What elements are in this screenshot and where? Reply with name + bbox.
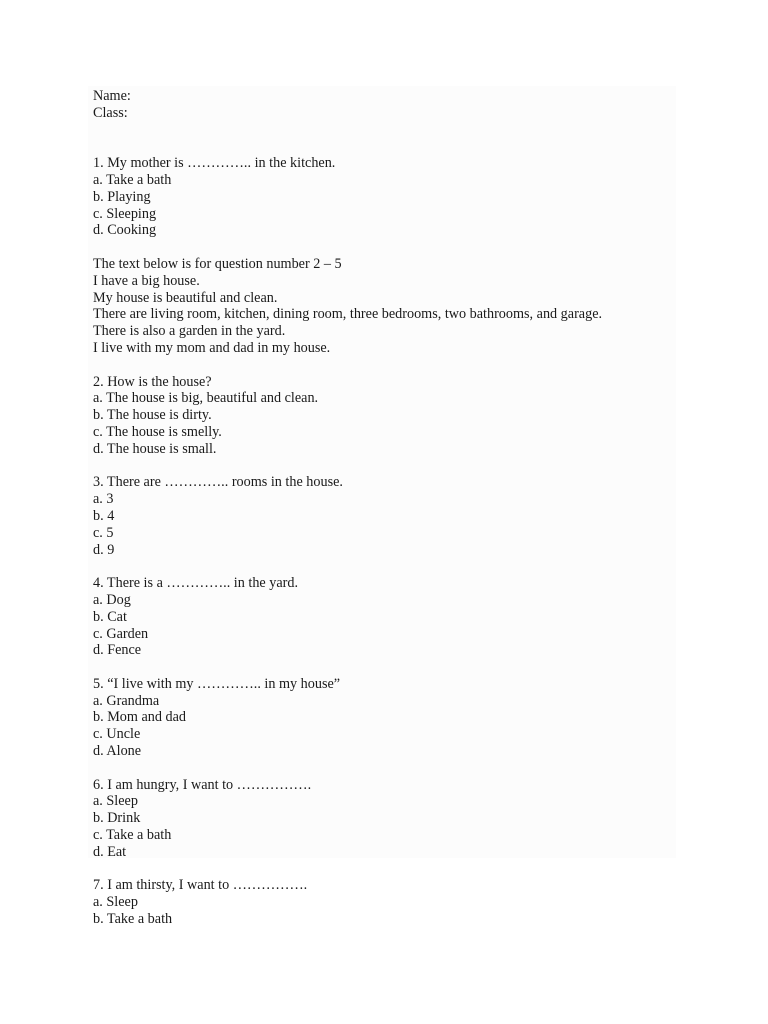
option-d: d. Eat [93, 843, 127, 860]
question-1 [93, 155, 675, 239]
option-b: b. Drink [93, 810, 141, 827]
question-text: 5. “I live with my ………….. in my house” [93, 675, 341, 692]
question-text: 1. My mother is ………….. in the kitchen. [93, 155, 336, 172]
question-text: 6. I am hungry, I want to ……………. [93, 776, 312, 793]
option-b: b. Cat [93, 608, 127, 625]
option-c: c. Garden [93, 625, 149, 642]
question-6 [93, 777, 675, 861]
option-b: b. Take a bath [93, 911, 173, 928]
option-d: d. Alone [93, 743, 142, 760]
question-text: 7. I am thirsty, I want to ……………. [93, 877, 308, 894]
spacer [93, 458, 675, 475]
question-2 [93, 374, 675, 458]
option-d: d. 9 [93, 541, 115, 558]
option-d: d. The house is small. [93, 440, 217, 457]
spacer [93, 861, 675, 878]
option-c: c. Uncle [93, 726, 141, 743]
option-c: c. The house is smelly. [93, 423, 222, 440]
question-text: 2. How is the house? [93, 373, 212, 390]
spacer [93, 239, 675, 256]
reading-passage [93, 256, 675, 357]
passage-line: There are living room, kitchen, dining room, three bedrooms, two bathrooms, and garage. [93, 306, 603, 323]
option-a: a. Dog [93, 591, 131, 608]
passage-line: I have a big house. [93, 272, 200, 289]
option-c: c. Take a bath [93, 827, 172, 844]
spacer [93, 357, 675, 374]
spacer [93, 558, 675, 575]
class-label: Class: [93, 104, 128, 121]
passage-intro: The text below is for question number 2 – 5 [93, 255, 342, 272]
passage-line: My house is beautiful and clean. [93, 289, 278, 306]
question-text: 3. There are ………….. rooms in the house. [93, 474, 343, 491]
spacer [93, 659, 675, 676]
name-label: Name: [93, 88, 131, 104]
option-a: a. Sleep [93, 894, 138, 911]
question-4 [93, 575, 675, 659]
option-d: d. Fence [93, 642, 142, 659]
question-7 [93, 877, 675, 927]
spacer [93, 760, 675, 777]
option-c: c. 5 [93, 524, 114, 541]
option-a: a. Sleep [93, 793, 138, 810]
question-5 [93, 676, 675, 760]
option-b: b. 4 [93, 507, 115, 524]
question-3 [93, 474, 675, 558]
option-a: a. Take a bath [93, 171, 172, 188]
option-d: d. Cooking [93, 222, 157, 239]
passage-line: There is also a garden in the yard. [93, 323, 286, 340]
question-text: 4. There is a ………….. in the yard. [93, 575, 299, 592]
spacer [93, 122, 675, 156]
option-a: a. Grandma [93, 692, 160, 709]
option-a: a. The house is big, beautiful and clean. [93, 390, 319, 407]
option-a: a. 3 [93, 491, 114, 508]
option-b: b. Playing [93, 188, 151, 205]
passage-line: I live with my mom and dad in my house. [93, 339, 331, 356]
option-b: b. Mom and dad [93, 709, 186, 726]
option-b: b. The house is dirty. [93, 407, 212, 424]
worksheet-page [93, 88, 675, 928]
option-c: c. Sleeping [93, 205, 157, 222]
